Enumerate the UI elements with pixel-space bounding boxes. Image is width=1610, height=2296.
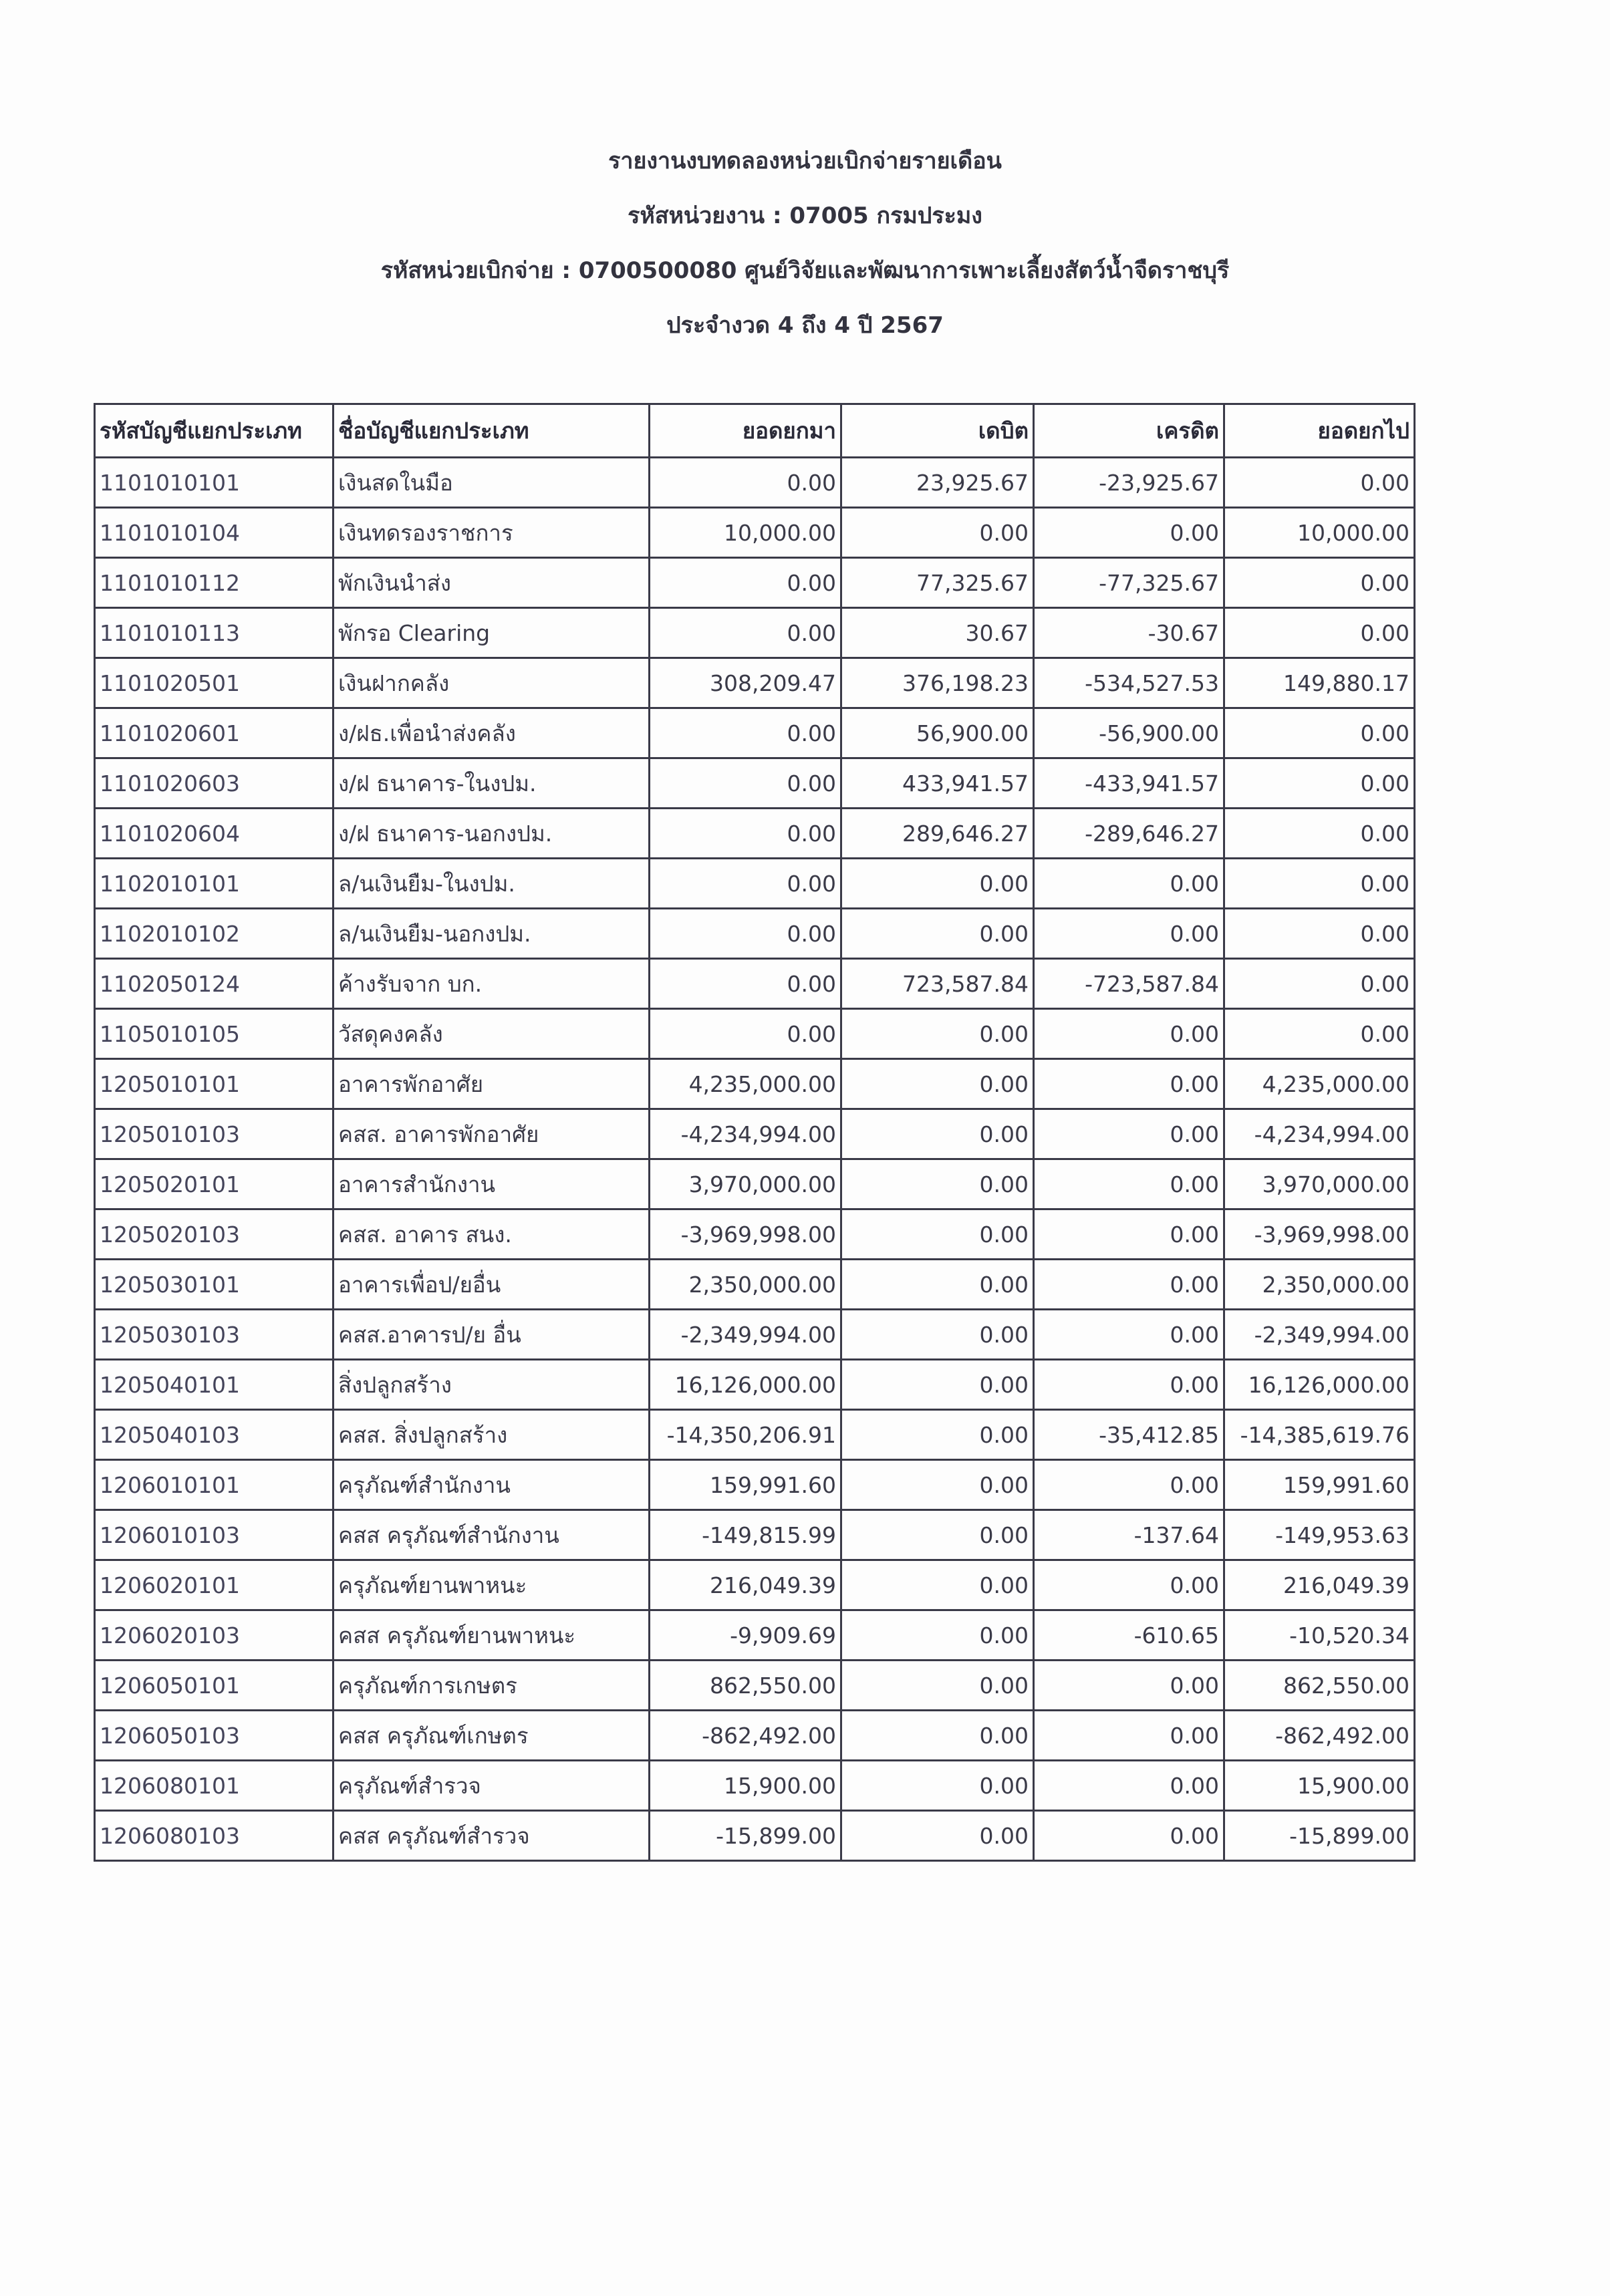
cell-debit: 0.00 <box>841 1460 1034 1510</box>
cell-account-code: 1205030103 <box>95 1310 333 1360</box>
cell-debit: 723,587.84 <box>841 959 1034 1009</box>
cell-credit: 0.00 <box>1034 1460 1224 1510</box>
table-row <box>95 508 1415 558</box>
cell-credit: 0.00 <box>1034 1310 1224 1360</box>
cell-account-name: ครุภัณฑ์การเกษตร <box>333 1661 650 1711</box>
cell-account-name: ล/นเงินยืม-นอกงปม. <box>333 909 650 959</box>
cell-account-name: พักรอ Clearing <box>333 608 650 658</box>
cell-debit: 0.00 <box>841 1310 1034 1360</box>
table-row <box>95 1260 1415 1310</box>
table-row <box>95 458 1415 508</box>
table-row <box>95 708 1415 758</box>
cell-account-name: ครุภัณฑ์ยานพาหนะ <box>333 1560 650 1610</box>
cell-closing-balance: -14,385,619.76 <box>1224 1410 1415 1460</box>
cell-debit: 0.00 <box>841 1811 1034 1861</box>
cell-account-code: 1205020101 <box>95 1159 333 1209</box>
cell-account-code: 1101020601 <box>95 708 333 758</box>
cell-account-name: เงินทดรองราชการ <box>333 508 650 558</box>
cell-account-name: คสส. สิ่งปลูกสร้าง <box>333 1410 650 1460</box>
cell-debit: 0.00 <box>841 1510 1034 1560</box>
cell-account-code: 1206010103 <box>95 1510 333 1560</box>
cell-credit: -30.67 <box>1034 608 1224 658</box>
cell-opening-balance: 0.00 <box>650 608 841 658</box>
header-account-name: ชื่อบัญชีแยกประเภท <box>333 404 650 458</box>
table-row <box>95 1811 1415 1861</box>
cell-opening-balance: 862,550.00 <box>650 1661 841 1711</box>
cell-opening-balance: -149,815.99 <box>650 1510 841 1560</box>
table-row <box>95 1009 1415 1059</box>
cell-opening-balance: 159,991.60 <box>650 1460 841 1510</box>
cell-opening-balance: 0.00 <box>650 859 841 909</box>
cell-closing-balance: 0.00 <box>1224 859 1415 909</box>
cell-closing-balance: 0.00 <box>1224 809 1415 859</box>
cell-account-name: พักเงินนำส่ง <box>333 558 650 608</box>
cell-closing-balance: -862,492.00 <box>1224 1711 1415 1761</box>
cell-account-name: เงินฝากคลัง <box>333 658 650 708</box>
table-row <box>95 1661 1415 1711</box>
cell-opening-balance: 2,350,000.00 <box>650 1260 841 1310</box>
cell-account-code: 1101010104 <box>95 508 333 558</box>
cell-account-code: 1101020501 <box>95 658 333 708</box>
cell-debit: 0.00 <box>841 1661 1034 1711</box>
cell-account-code: 1101010113 <box>95 608 333 658</box>
cell-closing-balance: 0.00 <box>1224 758 1415 809</box>
cell-account-code: 1101010101 <box>95 458 333 508</box>
cell-opening-balance: -2,349,994.00 <box>650 1310 841 1360</box>
cell-closing-balance: 149,880.17 <box>1224 658 1415 708</box>
cell-opening-balance: -3,969,998.00 <box>650 1209 841 1260</box>
cell-account-name: ล/นเงินยืม-ในงปม. <box>333 859 650 909</box>
cell-credit: 0.00 <box>1034 1711 1224 1761</box>
table-row <box>95 758 1415 809</box>
cell-credit: -35,412.85 <box>1034 1410 1224 1460</box>
table-row <box>95 1310 1415 1360</box>
header-credit: เครดิต <box>1034 404 1224 458</box>
cell-debit: 0.00 <box>841 1209 1034 1260</box>
cell-credit: 0.00 <box>1034 508 1224 558</box>
table-row <box>95 1560 1415 1610</box>
cell-debit: 0.00 <box>841 909 1034 959</box>
cell-account-name: คสส ครุภัณฑ์เกษตร <box>333 1711 650 1761</box>
table-row <box>95 1209 1415 1260</box>
cell-credit: 0.00 <box>1034 1811 1224 1861</box>
cell-credit: -433,941.57 <box>1034 758 1224 809</box>
disbursing-unit-code: รหัสหน่วยเบิกจ่าย : 0700500080 ศูนย์วิจัยและพัฒนาการเพาะเลี้ยงสัตว์น้ำจืดราชบุรี <box>380 257 1230 284</box>
cell-debit: 0.00 <box>841 859 1034 909</box>
cell-account-code: 1105010105 <box>95 1009 333 1059</box>
cell-closing-balance: 2,350,000.00 <box>1224 1260 1415 1310</box>
cell-closing-balance: 0.00 <box>1224 608 1415 658</box>
report-period: ประจำงวด 4 ถึง 4 ปี 2567 <box>666 312 944 339</box>
cell-debit: 77,325.67 <box>841 558 1034 608</box>
cell-closing-balance: 216,049.39 <box>1224 1560 1415 1610</box>
table-row <box>95 1610 1415 1661</box>
cell-account-name: อาคารเพื่อป/ยอื่น <box>333 1260 650 1310</box>
cell-account-name: ครุภัณฑ์สำนักงาน <box>333 1460 650 1510</box>
cell-opening-balance: 0.00 <box>650 959 841 1009</box>
cell-credit: -534,527.53 <box>1034 658 1224 708</box>
table-row <box>95 1460 1415 1510</box>
cell-account-name: คสส ครุภัณฑ์สำนักงาน <box>333 1510 650 1560</box>
cell-opening-balance: 0.00 <box>650 458 841 508</box>
report-title: รายงานงบทดลองหน่วยเบิกจ่ายรายเดือน <box>608 148 1002 174</box>
cell-closing-balance: -4,234,994.00 <box>1224 1109 1415 1159</box>
cell-account-name: คสส.อาคารป/ย อื่น <box>333 1310 650 1360</box>
cell-debit: 433,941.57 <box>841 758 1034 809</box>
cell-account-name: เงินสดในมือ <box>333 458 650 508</box>
table-row <box>95 909 1415 959</box>
cell-closing-balance: 3,970,000.00 <box>1224 1159 1415 1209</box>
cell-account-name: สิ่งปลูกสร้าง <box>333 1360 650 1410</box>
cell-debit: 0.00 <box>841 1109 1034 1159</box>
cell-opening-balance: -862,492.00 <box>650 1711 841 1761</box>
cell-closing-balance: 159,991.60 <box>1224 1460 1415 1510</box>
cell-debit: 56,900.00 <box>841 708 1034 758</box>
cell-opening-balance: 216,049.39 <box>650 1560 841 1610</box>
table-row <box>95 1109 1415 1159</box>
cell-debit: 0.00 <box>841 1159 1034 1209</box>
table-header-row <box>95 404 1415 458</box>
table-row <box>95 1711 1415 1761</box>
cell-credit: -56,900.00 <box>1034 708 1224 758</box>
cell-credit: 0.00 <box>1034 1209 1224 1260</box>
cell-account-name: วัสดุคงคลัง <box>333 1009 650 1059</box>
cell-closing-balance: -15,899.00 <box>1224 1811 1415 1861</box>
cell-debit: 23,925.67 <box>841 458 1034 508</box>
cell-credit: 0.00 <box>1034 1059 1224 1109</box>
cell-opening-balance: 4,235,000.00 <box>650 1059 841 1109</box>
table-row <box>95 1410 1415 1460</box>
cell-closing-balance: -2,349,994.00 <box>1224 1310 1415 1360</box>
cell-credit: -610.65 <box>1034 1610 1224 1661</box>
cell-opening-balance: 10,000.00 <box>650 508 841 558</box>
cell-account-code: 1101010112 <box>95 558 333 608</box>
cell-account-code: 1205020103 <box>95 1209 333 1260</box>
cell-account-name: อาคารสำนักงาน <box>333 1159 650 1209</box>
cell-closing-balance: 10,000.00 <box>1224 508 1415 558</box>
cell-account-code: 1206020103 <box>95 1610 333 1661</box>
report-header <box>0 134 1610 353</box>
cell-closing-balance: 0.00 <box>1224 1009 1415 1059</box>
cell-debit: 376,198.23 <box>841 658 1034 708</box>
cell-closing-balance: -149,953.63 <box>1224 1510 1415 1560</box>
header-opening-balance: ยอดยกมา <box>650 404 841 458</box>
header-debit: เดบิต <box>841 404 1034 458</box>
cell-credit: 0.00 <box>1034 1360 1224 1410</box>
cell-credit: 0.00 <box>1034 909 1224 959</box>
table-row <box>95 1159 1415 1209</box>
cell-account-code: 1206050103 <box>95 1711 333 1761</box>
cell-closing-balance: 862,550.00 <box>1224 1661 1415 1711</box>
cell-account-code: 1206080103 <box>95 1811 333 1861</box>
cell-debit: 0.00 <box>841 1610 1034 1661</box>
cell-debit: 0.00 <box>841 1059 1034 1109</box>
cell-debit: 289,646.27 <box>841 809 1034 859</box>
cell-account-name: คสส ครุภัณฑ์ยานพาหนะ <box>333 1610 650 1661</box>
cell-opening-balance: 0.00 <box>650 809 841 859</box>
agency-code: รหัสหน่วยงาน : 07005 กรมประมง <box>628 202 982 229</box>
cell-credit: 0.00 <box>1034 1009 1224 1059</box>
cell-opening-balance: -4,234,994.00 <box>650 1109 841 1159</box>
cell-closing-balance: 4,235,000.00 <box>1224 1059 1415 1109</box>
cell-credit: 0.00 <box>1034 1560 1224 1610</box>
cell-credit: -289,646.27 <box>1034 809 1224 859</box>
cell-account-code: 1102050124 <box>95 959 333 1009</box>
cell-account-code: 1205040101 <box>95 1360 333 1410</box>
cell-credit: 0.00 <box>1034 1761 1224 1811</box>
cell-closing-balance: -10,520.34 <box>1224 1610 1415 1661</box>
cell-account-code: 1205010103 <box>95 1109 333 1159</box>
cell-opening-balance: 0.00 <box>650 708 841 758</box>
cell-credit: 0.00 <box>1034 859 1224 909</box>
cell-debit: 0.00 <box>841 508 1034 558</box>
cell-account-code: 1206050101 <box>95 1661 333 1711</box>
cell-credit: 0.00 <box>1034 1260 1224 1310</box>
table-row <box>95 859 1415 909</box>
cell-account-code: 1206020101 <box>95 1560 333 1610</box>
table-row <box>95 558 1415 608</box>
cell-opening-balance: 0.00 <box>650 558 841 608</box>
cell-opening-balance: -9,909.69 <box>650 1610 841 1661</box>
cell-credit: 0.00 <box>1034 1159 1224 1209</box>
cell-account-code: 1206010101 <box>95 1460 333 1510</box>
cell-opening-balance: 0.00 <box>650 1009 841 1059</box>
cell-account-code: 1206080101 <box>95 1761 333 1811</box>
table-row <box>95 658 1415 708</box>
cell-closing-balance: 15,900.00 <box>1224 1761 1415 1811</box>
cell-account-name: ค้างรับจาก บก. <box>333 959 650 1009</box>
table-row <box>95 1360 1415 1410</box>
cell-account-name: คสส ครุภัณฑ์สำรวจ <box>333 1811 650 1861</box>
cell-account-name: ง/ฝ ธนาคาร-ในงปม. <box>333 758 650 809</box>
cell-account-name: ครุภัณฑ์สำรวจ <box>333 1761 650 1811</box>
header-account-code: รหัสบัญชีแยกประเภท <box>95 404 333 458</box>
cell-account-code: 1205030101 <box>95 1260 333 1310</box>
cell-opening-balance: -14,350,206.91 <box>650 1410 841 1460</box>
cell-debit: 30.67 <box>841 608 1034 658</box>
cell-opening-balance: 3,970,000.00 <box>650 1159 841 1209</box>
table-body <box>95 458 1415 1861</box>
trial-balance-table <box>94 403 1416 1862</box>
cell-account-name: ง/ฝ ธนาคาร-นอกงปม. <box>333 809 650 859</box>
cell-debit: 0.00 <box>841 1360 1034 1410</box>
cell-opening-balance: 15,900.00 <box>650 1761 841 1811</box>
cell-closing-balance: 0.00 <box>1224 959 1415 1009</box>
cell-closing-balance: 0.00 <box>1224 909 1415 959</box>
cell-account-code: 1101020604 <box>95 809 333 859</box>
cell-debit: 0.00 <box>841 1711 1034 1761</box>
table-row <box>95 1761 1415 1811</box>
cell-opening-balance: 0.00 <box>650 758 841 809</box>
cell-opening-balance: -15,899.00 <box>650 1811 841 1861</box>
cell-account-code: 1205040103 <box>95 1410 333 1460</box>
cell-account-name: คสส. อาคารพักอาศัย <box>333 1109 650 1159</box>
cell-account-code: 1101020603 <box>95 758 333 809</box>
table-row <box>95 959 1415 1009</box>
table-row <box>95 608 1415 658</box>
cell-debit: 0.00 <box>841 1009 1034 1059</box>
table-row <box>95 809 1415 859</box>
cell-account-name: คสส. อาคาร สนง. <box>333 1209 650 1260</box>
cell-credit: -137.64 <box>1034 1510 1224 1560</box>
cell-account-name: อาคารพักอาศัย <box>333 1059 650 1109</box>
cell-account-code: 1102010101 <box>95 859 333 909</box>
table-row <box>95 1510 1415 1560</box>
cell-credit: -77,325.67 <box>1034 558 1224 608</box>
cell-credit: 0.00 <box>1034 1109 1224 1159</box>
header-closing-balance: ยอดยกไป <box>1224 404 1415 458</box>
cell-closing-balance: 16,126,000.00 <box>1224 1360 1415 1410</box>
cell-closing-balance: 0.00 <box>1224 708 1415 758</box>
cell-credit: 0.00 <box>1034 1661 1224 1711</box>
cell-opening-balance: 16,126,000.00 <box>650 1360 841 1410</box>
cell-opening-balance: 308,209.47 <box>650 658 841 708</box>
cell-debit: 0.00 <box>841 1560 1034 1610</box>
cell-debit: 0.00 <box>841 1410 1034 1460</box>
cell-opening-balance: 0.00 <box>650 909 841 959</box>
cell-credit: -723,587.84 <box>1034 959 1224 1009</box>
cell-account-code: 1205010101 <box>95 1059 333 1109</box>
cell-debit: 0.00 <box>841 1260 1034 1310</box>
cell-closing-balance: 0.00 <box>1224 458 1415 508</box>
cell-closing-balance: 0.00 <box>1224 558 1415 608</box>
cell-closing-balance: -3,969,998.00 <box>1224 1209 1415 1260</box>
cell-credit: -23,925.67 <box>1034 458 1224 508</box>
cell-debit: 0.00 <box>841 1761 1034 1811</box>
cell-account-code: 1102010102 <box>95 909 333 959</box>
cell-account-name: ง/ฝธ.เพื่อนำส่งคลัง <box>333 708 650 758</box>
table-row <box>95 1059 1415 1109</box>
